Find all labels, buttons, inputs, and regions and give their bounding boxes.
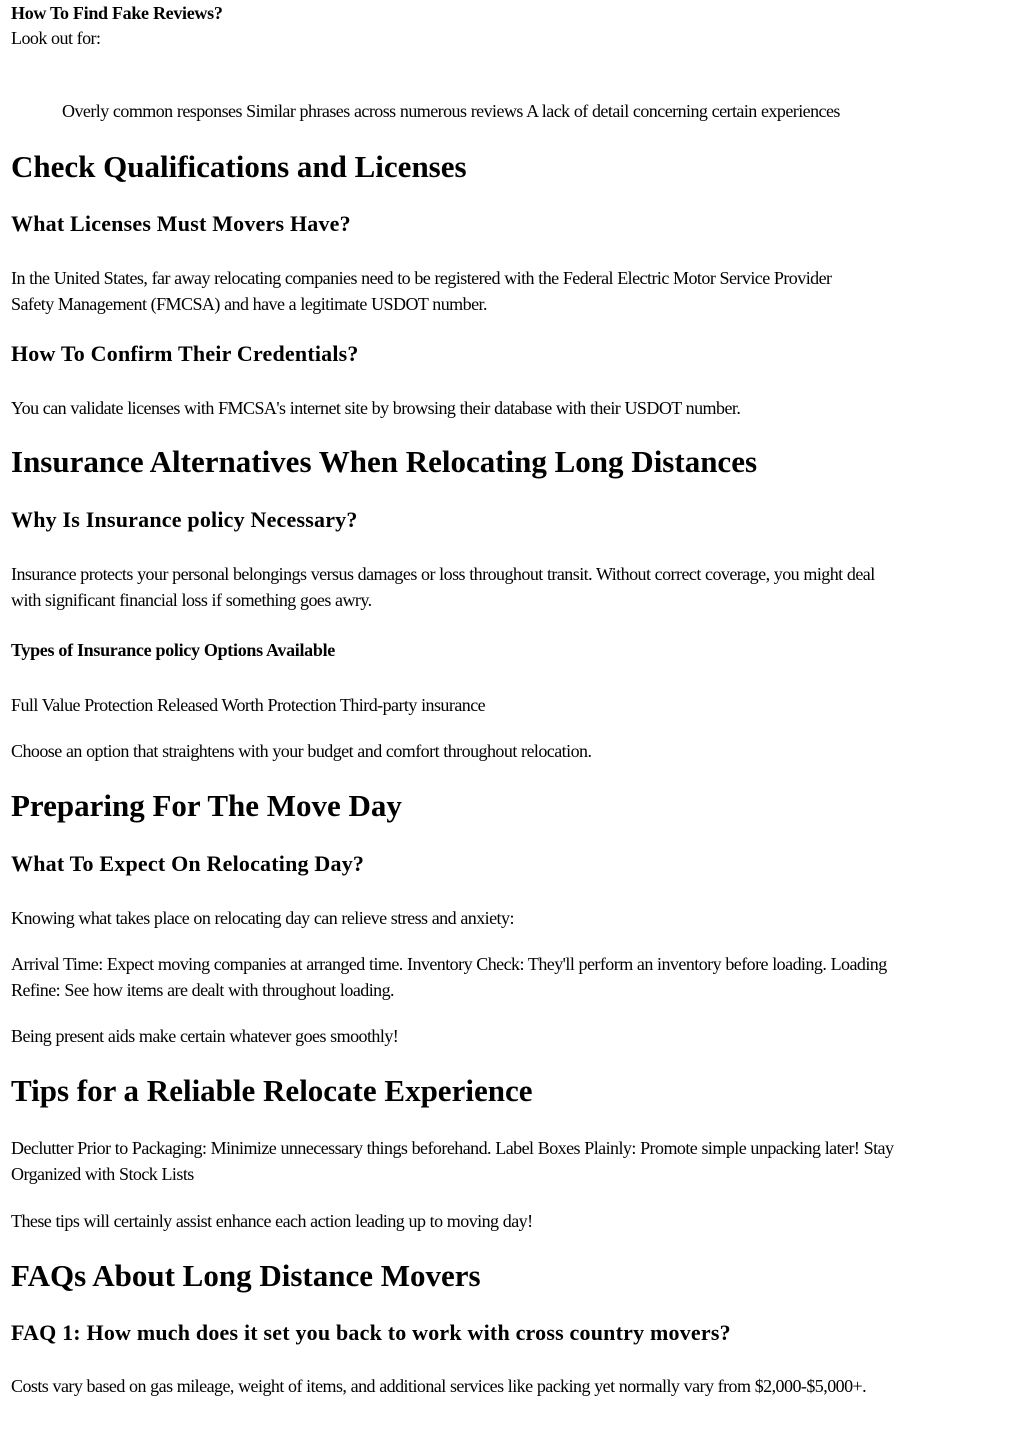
heading-faqs: FAQs About Long Distance Movers — [11, 1258, 481, 1293]
subheading-insurance-necessary: Why Is Insurance policy Necessary? — [11, 507, 358, 532]
heading-tips-relocate: Tips for a Reliable Relocate Experience — [11, 1073, 533, 1108]
subheading-licenses: What Licenses Must Movers Have? — [11, 211, 351, 236]
paragraph-choose-option: Choose an option that straightens with your budget and comfort throughout relocation. — [11, 741, 592, 761]
paragraph-move-day-steps-line1: Arrival Time: Expect moving companies at arranged time. Inventory Check: They'll perform an inventory before loading. Loading — [11, 954, 887, 974]
fake-review-signs-list: Overly common responses Similar phrases across numerous reviews A lack of detail concerning certain experiences — [62, 101, 840, 121]
paragraph-insurance-line1: Insurance protects your personal belongings versus damages or loss throughout transit. Without correct coverage, you might deal — [11, 564, 875, 584]
subheading-insurance-types: Types of Insurance policy Options Available — [11, 640, 335, 660]
heading-insurance-alternatives: Insurance Alternatives When Relocating Long Distances — [11, 444, 758, 479]
paragraph-look-out-for: Look out for: — [11, 28, 101, 48]
paragraph-being-present: Being present aids make certain whatever goes smoothly! — [11, 1026, 399, 1046]
paragraph-insurance-line2: with significant financial loss if something goes awry. — [11, 590, 372, 610]
heading-preparing-move-day: Preparing For The Move Day — [11, 788, 402, 823]
faq-1-answer: Costs vary based on gas mileage, weight of items, and additional services like packing yet normally vary from $2,000-$5,000+. — [11, 1376, 867, 1396]
insurance-options-list: Full Value Protection Released Worth Protection Third-party insurance — [11, 695, 486, 715]
paragraph-validate-licenses: You can validate licenses with FMCSA's internet site by browsing their database with their USDOT number. — [11, 398, 741, 418]
subheading-what-to-expect: What To Expect On Relocating Day? — [11, 851, 365, 876]
paragraph-tips-line2: Organized with Stock Lists — [11, 1164, 194, 1184]
faq-1-question: FAQ 1: How much does it set you back to work with cross country movers? — [11, 1320, 731, 1345]
heading-fake-reviews: How To Find Fake Reviews? — [11, 3, 223, 23]
paragraph-knowing-what-takes-place: Knowing what takes place on relocating day can relieve stress and anxiety: — [11, 908, 514, 928]
subheading-confirm-credentials: How To Confirm Their Credentials? — [11, 341, 359, 366]
paragraph-licenses-line2: Safety Management (FMCSA) and have a legitimate USDOT number. — [11, 294, 487, 314]
paragraph-tips-line1: Declutter Prior to Packaging: Minimize unnecessary things beforehand. Label Boxes Plainly: Promote simple unpacking later! Stay — [11, 1138, 894, 1158]
heading-check-qualifications: Check Qualifications and Licenses — [11, 149, 467, 184]
paragraph-tips-summary: These tips will certainly assist enhance each action leading up to moving day! — [11, 1211, 533, 1231]
paragraph-move-day-steps-line2: Refine: See how items are dealt with throughout loading. — [11, 980, 395, 1000]
paragraph-licenses-line1: In the United States, far away relocating companies need to be registered with the Federal Electric Motor Service Provider — [11, 268, 832, 288]
